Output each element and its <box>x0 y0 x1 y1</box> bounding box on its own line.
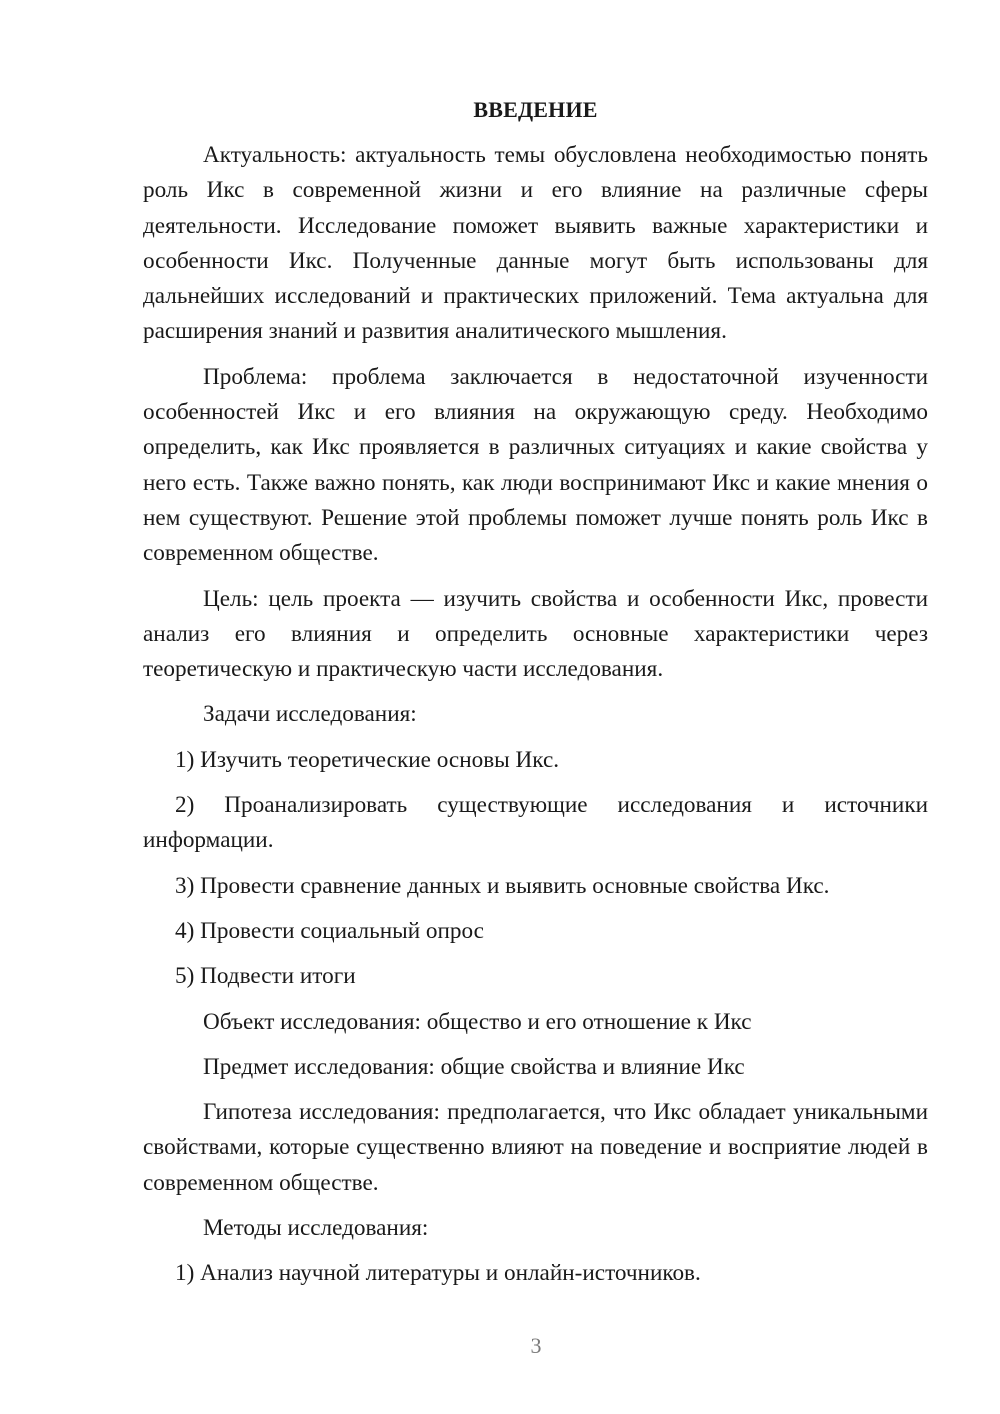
task-item-5: 5) Подвести итоги <box>175 963 356 990</box>
page-content <box>143 92 928 1302</box>
task-item-2: 2) Проанализировать существующие исследования и источники информации. <box>143 792 928 854</box>
task-item-1: 1) Изучить теоретические основы Икс. <box>175 746 560 773</box>
research-subject: Предмет исследования: общие свойства и влияние Икс <box>203 1053 745 1080</box>
goal-paragraph: Цель: цель проекта — изучить свойства и особенности Икс, провести анализ его влияния и определить основные характеристики через теоретическую и практическую части исследования. <box>143 585 928 683</box>
hypothesis-paragraph: Гипотеза исследования: предполагается, что Икс обладает уникальными свойствами, которые существенно влияют на поведение и восприятие людей в современном обществе. <box>143 1099 928 1196</box>
relevance-paragraph: Актуальность: актуальность темы обусловлена необходимостью понять роль Икс в современной жизни и его влияние на различные сферы деятельности. Исследование поможет выявить важные характеристики и особенности Икс. Полученные данные могут быть использованы для дальнейших исследований и практических приложений. Тема актуальна для расширения знаний и развития аналитического мышления. <box>143 142 928 345</box>
method-item-1: 1) Анализ научной литературы и онлайн-источников. <box>175 1260 701 1287</box>
problem-paragraph: Проблема: проблема заключается в недостаточной изученности особенностей Икс и его влияния на окружающую среду. Необходимо определить, как Икс проявляется в различных ситуациях и какие свойства у него есть. Также важно понять, как люди воспринимают Икс и какие мнения о нем существуют. Решение этой проблемы поможет лучше понять роль Икс в современном обществе. <box>143 363 928 567</box>
task-item-3: 3) Провести сравнение данных и выявить основные свойства Икс. <box>175 872 830 899</box>
methods-heading: Методы исследования: <box>203 1215 429 1242</box>
research-object: Объект исследования: общество и его отношение к Икс <box>203 1008 752 1035</box>
section-title: ВВЕДЕНИЕ <box>473 97 598 122</box>
tasks-heading: Задачи исследования: <box>203 701 417 728</box>
page-number: 3 <box>530 1333 542 1358</box>
task-item-4: 4) Провести социальный опрос <box>175 917 484 944</box>
